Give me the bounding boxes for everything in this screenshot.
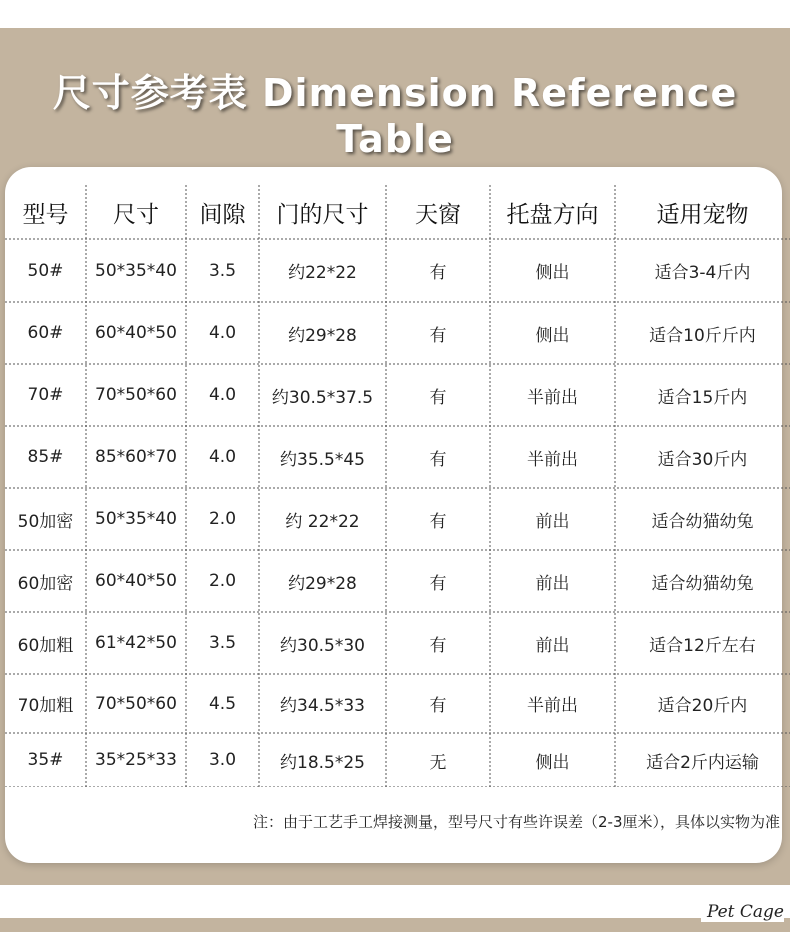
- brand-label: Pet Cage: [701, 902, 784, 922]
- table-cell: 约30.5*37.5: [271, 387, 374, 408]
- table-cell: 半前出: [527, 696, 578, 716]
- table-cell: 半前出: [527, 387, 578, 408]
- table-cell: 有: [429, 449, 447, 470]
- table-header-cell: 适用宠物: [656, 201, 749, 228]
- table-header-cell: 间隙: [199, 201, 246, 228]
- table-cell: 85*60*70: [95, 447, 177, 467]
- table-cell: 约35.5*45: [280, 449, 365, 470]
- table-cell: 70#: [27, 385, 64, 405]
- table-cell: 50*35*40: [95, 509, 177, 529]
- table-cell: 4.5: [208, 693, 237, 714]
- table-cell: 有: [429, 387, 447, 408]
- table-cell: 有: [429, 325, 447, 346]
- table-cell: 约 22*22: [285, 511, 360, 532]
- table-cell: 60加粗: [17, 635, 74, 656]
- table-cell: 适合3-4斤内: [654, 263, 751, 283]
- table-cell: 适合15斤内: [657, 387, 748, 408]
- table-cell: 70*50*60: [95, 385, 177, 405]
- table-cell: 侧出: [535, 325, 570, 346]
- table-cell: 60加密: [17, 573, 74, 594]
- table-cell: 70*50*60: [95, 693, 177, 714]
- dimension-table: [5, 185, 790, 787]
- table-header-cell: 托盘方向: [506, 201, 599, 228]
- table-cell: 3.5: [208, 260, 237, 281]
- table-cell: 适合12斤左右: [649, 635, 756, 656]
- table-header-cell: 天窗: [415, 201, 461, 228]
- table-cell: 2.0: [208, 509, 237, 529]
- table-cell: 无: [429, 752, 447, 773]
- table-cell: 有: [429, 696, 447, 716]
- table-cell: 35#: [27, 750, 64, 770]
- table-cell: 侧出: [535, 752, 570, 773]
- table-cell: 70加粗: [17, 696, 74, 716]
- table-cell: 4.0: [208, 385, 237, 405]
- table-cell: 约29*28: [288, 573, 357, 594]
- table-cell: 适合2斤内运输: [646, 752, 759, 773]
- table-cell: 半前出: [527, 449, 578, 470]
- table-cell: 50*35*40: [95, 260, 177, 281]
- table-cell: 60*40*50: [95, 571, 177, 591]
- table-cell: 61*42*50: [95, 633, 177, 653]
- table-cell: 有: [429, 263, 447, 283]
- table-cell: 50加密: [17, 511, 74, 532]
- table-note: 注：由于工艺手工焊接测量，型号尺寸有些许误差（2-3厘米），具体以实物为准: [252, 813, 780, 831]
- table-cell: 约22*22: [288, 263, 357, 283]
- table-cell: 约30.5*30: [280, 635, 365, 656]
- table-header-cell: 型号: [22, 201, 69, 228]
- table-cell: 有: [429, 511, 447, 532]
- table-cell: 4.0: [208, 323, 237, 343]
- table-cell: 前出: [535, 511, 570, 532]
- table-cell: 适合30斤内: [657, 449, 748, 470]
- table-cell: 50#: [27, 260, 64, 281]
- table-cell: 约29*28: [288, 325, 357, 346]
- table-cell: 前出: [535, 635, 570, 656]
- table-cell: 约18.5*25: [280, 752, 365, 773]
- table-cell: 4.0: [208, 447, 237, 467]
- table-cell: 约34.5*33: [280, 696, 365, 716]
- table-cell: 适合20斤内: [657, 696, 748, 716]
- table-cell: 60*40*50: [95, 323, 177, 343]
- top-strip: [0, 0, 790, 28]
- bottom-band: [0, 918, 790, 932]
- table-cell: 侧出: [535, 263, 570, 283]
- table-cell: 适合10斤斤内: [649, 325, 756, 346]
- page-title: 尺寸参考表 Dimension Reference Table: [52, 71, 738, 161]
- table-header-cell: 尺寸: [113, 201, 159, 228]
- table-cell: 有: [429, 573, 447, 594]
- table-cell: 有: [429, 635, 447, 656]
- table-cell: 适合幼猫幼兔: [651, 511, 754, 532]
- table-cell: 3.0: [208, 750, 237, 770]
- table-cell: 3.5: [208, 633, 237, 653]
- table-cell: 2.0: [208, 571, 237, 591]
- table-cell: 适合幼猫幼兔: [651, 573, 754, 594]
- table-cell: 85#: [27, 447, 64, 467]
- table-cell: 35*25*33: [95, 750, 177, 770]
- table-cell: 60#: [27, 323, 64, 343]
- table-header-cell: 门的尺寸: [276, 201, 369, 228]
- table-cell: 前出: [535, 573, 570, 594]
